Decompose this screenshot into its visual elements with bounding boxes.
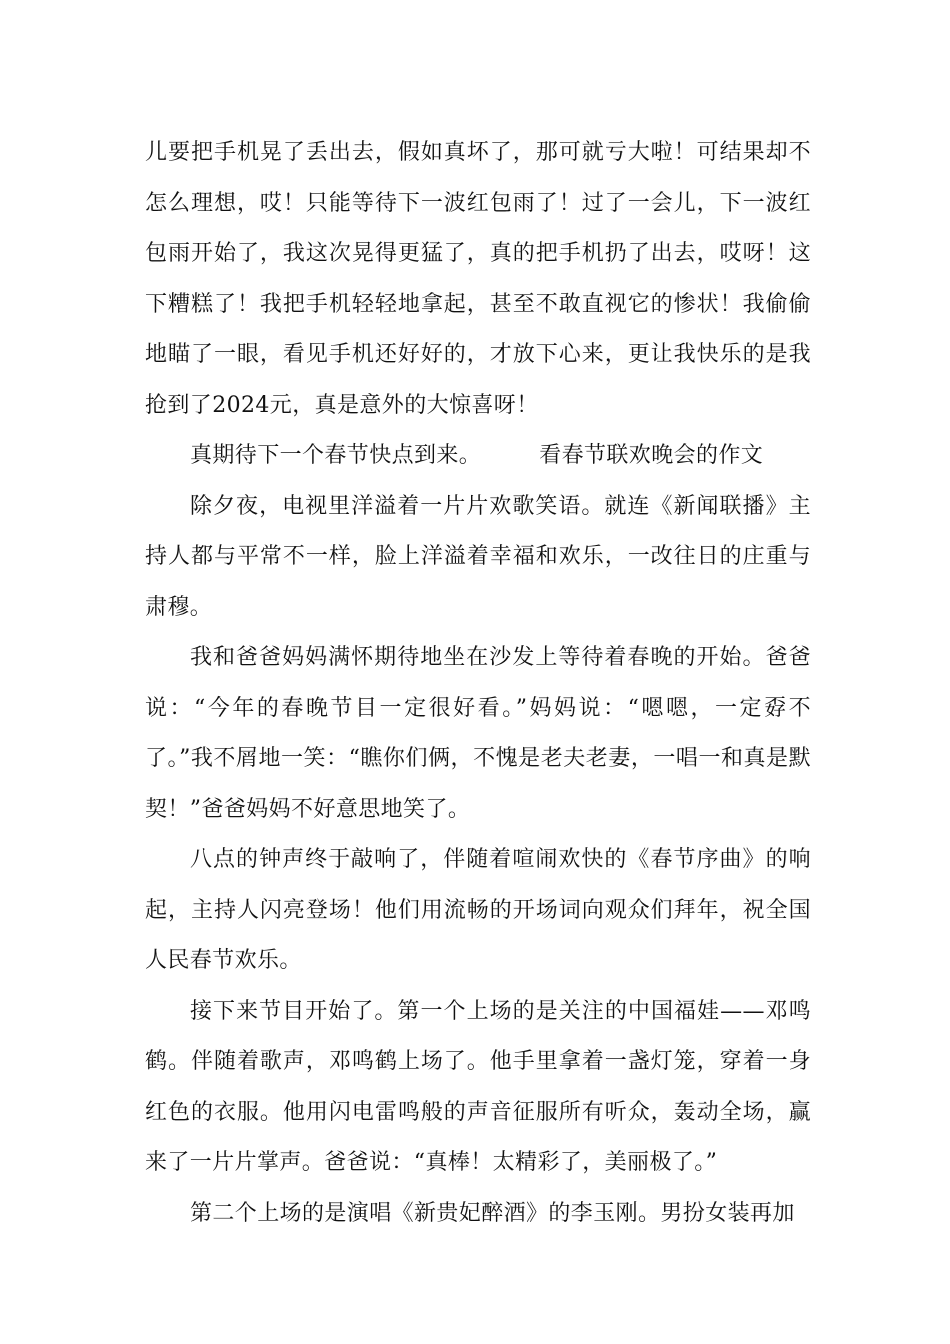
- document-body: [145, 128, 811, 1239]
- essay-title: 看春节联欢晚会的作文: [539, 443, 764, 468]
- paragraph-closing-with-title: [145, 431, 811, 482]
- paragraph-first-act: 接下来节目开始了。第一个上场的是关注的中国福娃——邓鸣鹤。伴随着歌声，邓鸣鹤上场了。他手里拿着一盏灯笼，穿着一身红色的衣服。他用闪电雷鸣般的声音征服所有听众，轰动全场，赢来了一片片掌声。爸爸说：“真棒！太精彩了，美丽极了。”: [145, 998, 811, 1175]
- paragraph-opening: 八点的钟声终于敲响了，伴随着喧闹欢快的《春节序曲》的响起，主持人闪亮登场！他们用流畅的开场词向观众们拜年，祝全国人民春节欢乐。: [145, 847, 811, 973]
- paragraph-second-act: 第二个上场的是演唱《新贵妃醉酒》的李玉刚。男扮女装再加: [190, 1200, 795, 1226]
- paragraph-family-waiting: 我和爸爸妈妈满怀期待地坐在沙发上等待着春晚的开始。爸爸说：“今年的春晚节目一定很好看。”妈妈说：“嗯嗯，一定孬不了。”我不屑地一笑：“瞧你们俩，不愧是老夫老妻，一唱一和真是默契！”爸爸妈妈不好意思地笑了。: [145, 645, 811, 822]
- paragraph-closing-line: 真期待下一个春节快点到来。: [190, 443, 482, 468]
- paragraph-new-years-eve: 除夕夜，电视里洋溢着一片片欢歌笑语。就连《新闻联播》主持人都与平常不一样，脸上洋溢着幸福和欢乐，一改往日的庄重与肃穆。: [145, 493, 811, 620]
- paragraph-continuation: 儿要把手机晃了丢出去，假如真坏了，那可就亏大啦！可结果却不怎么理想，哎！只能等待下一波红包雨了！过了一会儿，下一波红包雨开始了，我这次晃得更猛了，真的把手机扔了出去，哎呀！这下糟糕了！我把手机轻轻地拿起，甚至不敢直视它的惨状！我偷偷地瞄了一眼，看见手机还好好的，才放下心来，更让我快乐的是我抢到了2024元，真是意外的大惊喜呀！: [145, 140, 811, 418]
